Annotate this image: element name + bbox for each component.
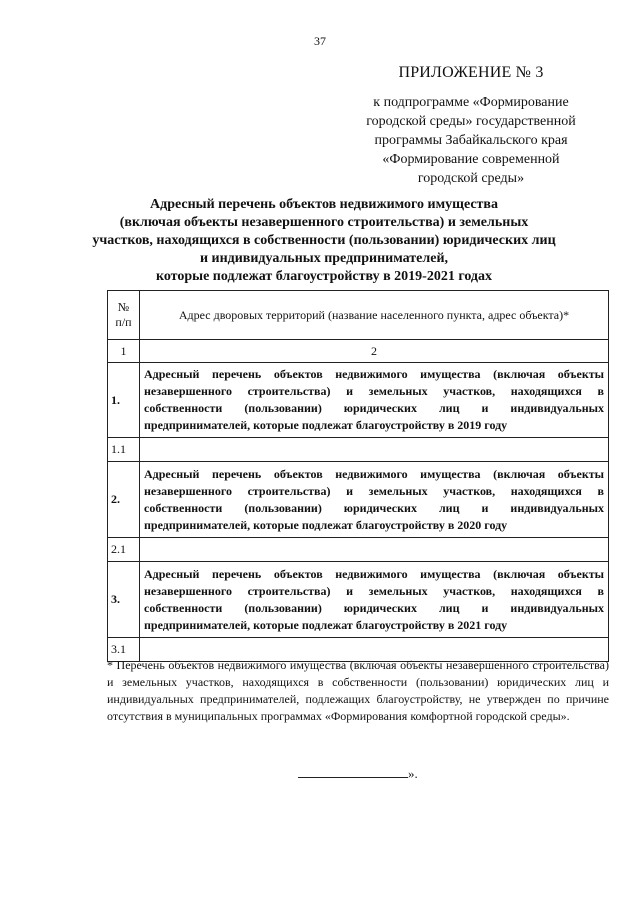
- heading-line: которые подлежат благоустройству в 2019-2021 годах: [155, 269, 493, 284]
- subsection-number: 3.1: [108, 638, 140, 662]
- section-description: Адресный перечень объектов недвижимого имущества (включая объекты незавершенного строительства) и земельных участков, находящихся в собственности (пользовании) юридических лиц и индивидуальных предпринимателей, которые подлежат благоустройству в 2021 году: [140, 562, 609, 638]
- appendix-title: ПРИЛОЖЕНИЕ № 3: [398, 64, 544, 81]
- header-num-line1: №: [117, 300, 130, 314]
- appendix-line: программы Забайкальского края: [374, 133, 568, 148]
- table-row: [108, 438, 609, 462]
- appendix-line: городской среды» государственной: [366, 114, 576, 129]
- heading-line: (включая объекты незавершенного строительства) и земельных: [119, 215, 529, 230]
- appendix-line: «Формирование современной: [382, 152, 560, 167]
- header-num-line2: п/п: [115, 315, 132, 329]
- table-row: [108, 538, 609, 562]
- table-row: [108, 462, 609, 538]
- closing-line: [298, 766, 418, 782]
- section-description: Адресный перечень объектов недвижимого имущества (включая объекты незавершенного строительства) и земельных участков, находящихся в собственности (пользовании) юридических лиц и индивидуальных предпринимателей, которые подлежат благоустройству в 2020 году: [140, 462, 609, 538]
- appendix-line: к подпрограмме «Формирование: [373, 95, 569, 110]
- appendix-block: [336, 64, 606, 188]
- signature-underline: [298, 767, 408, 778]
- col-number-1: 1: [108, 340, 140, 363]
- section-description: Адресный перечень объектов недвижимого имущества (включая объекты незавершенного строительства) и земельных участков, находящихся в собственности (пользовании) юридических лиц и индивидуальных предпринимателей, которые подлежат благоустройству в 2019 году: [140, 363, 609, 438]
- address-table: [107, 290, 609, 662]
- subsection-address: [140, 438, 609, 462]
- page-number: 37: [314, 34, 326, 48]
- document-heading: [92, 196, 556, 286]
- table-row: [108, 363, 609, 438]
- section-number: 3.: [108, 562, 140, 638]
- col-number-2: 2: [140, 340, 609, 363]
- header-address-cell: Адрес дворовых территорий (название населенного пункта, адрес объекта)*: [140, 291, 609, 340]
- section-number: 2.: [108, 462, 140, 538]
- table-header-row: [108, 291, 609, 340]
- header-num-cell: [108, 291, 140, 340]
- appendix-subtitle: [336, 93, 606, 188]
- heading-line: Адресный перечень объектов недвижимого имущества: [150, 197, 498, 212]
- subsection-number: 2.1: [108, 538, 140, 562]
- closing-mark: ».: [408, 766, 418, 781]
- footnote: * Перечень объектов недвижимого имущества (включая объекты незавершенного строительства) и земельных участков, находящихся в собственности (пользовании) юридических лиц и индивидуальных предпринимателей, подлежащих благоустройству, не утвержден по причине отсутствия в муниципальных программах «Формирования комфортной городской среды».: [107, 658, 609, 723]
- appendix-line: городской среды»: [417, 171, 525, 186]
- heading-line: участков, находящихся в собственности (пользовании) юридических лиц: [92, 233, 556, 248]
- subsection-number: 1.1: [108, 438, 140, 462]
- subsection-address: [140, 538, 609, 562]
- column-number-row: [108, 340, 609, 363]
- table-row: [108, 562, 609, 638]
- heading-line: и индивидуальных предпринимателей,: [199, 251, 449, 266]
- section-number: 1.: [108, 363, 140, 438]
